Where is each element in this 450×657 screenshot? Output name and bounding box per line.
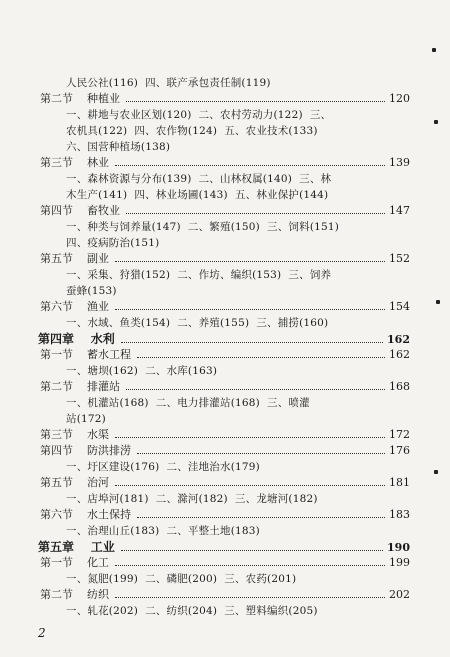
leader-dots: [115, 260, 385, 262]
toc-section[interactable]: [40, 556, 410, 570]
chapter-title: 第四章 水利: [38, 332, 115, 346]
section-title: 第六节 渔业: [40, 300, 109, 313]
toc-line: [66, 220, 410, 234]
toc-line-text: 人民公社(116) 四、联产承包责任制(119): [66, 77, 271, 89]
toc-line-text: 六、国营种植场(138): [66, 141, 171, 153]
toc-line: [66, 236, 410, 250]
section-title: 第一节 蓄水工程: [40, 348, 131, 361]
chapter-title: 第五章 工业: [38, 540, 115, 554]
toc-section[interactable]: [40, 92, 410, 106]
scan-mark: [434, 120, 438, 124]
toc-section[interactable]: [40, 588, 410, 602]
scan-mark: [434, 470, 438, 474]
page-ref: 181: [389, 476, 410, 489]
toc-line: [66, 316, 410, 330]
toc-line: [66, 396, 410, 410]
toc-line: [66, 492, 410, 506]
toc-line: [66, 76, 410, 90]
page-ref: 168: [389, 380, 410, 393]
leader-dots: [115, 164, 385, 166]
toc-section[interactable]: [40, 300, 410, 314]
toc-line-text: 一、机灌站(168) 二、电力排灌站(168) 三、喷灌: [66, 397, 310, 409]
toc-line: [66, 284, 410, 298]
toc-line-text: 蚕蜂(153): [66, 285, 117, 297]
scan-mark: [436, 300, 440, 304]
leader-dots: [115, 596, 385, 598]
toc-section[interactable]: [40, 476, 410, 490]
page-ref: 199: [389, 556, 410, 569]
leader-dots: [121, 549, 383, 551]
toc-line: [66, 572, 410, 586]
toc-chapter[interactable]: [38, 540, 410, 555]
toc-section[interactable]: [40, 252, 410, 266]
toc-line: [66, 604, 410, 618]
toc-section[interactable]: [40, 348, 410, 362]
toc-line-text: 一、种类与饲养量(147) 二、繁殖(150) 三、饲料(151): [66, 221, 340, 233]
section-title: 第五节 副业: [40, 252, 109, 265]
toc-line-text: 一、圩区建设(176) 二、洼地治水(179): [66, 461, 260, 473]
page-ref: 162: [389, 348, 410, 361]
toc-line-text: 一、耕地与农业区划(120) 二、农村劳动力(122) 三、: [66, 109, 332, 121]
leader-dots: [115, 564, 385, 566]
toc-section[interactable]: [40, 156, 410, 170]
toc-chapter[interactable]: [38, 332, 410, 347]
toc-line-text: 一、塘坝(162) 二、水库(163): [66, 365, 218, 377]
toc-line: [66, 140, 410, 154]
section-title: 第五节 治河: [40, 476, 109, 489]
toc-line-text: 一、轧花(202) 二、纺织(204) 三、塑料编织(205): [66, 605, 318, 617]
page-ref: 154: [389, 300, 410, 313]
page-ref: 152: [389, 252, 410, 265]
toc-line: [66, 268, 410, 282]
leader-dots: [126, 100, 385, 102]
toc-line: [66, 124, 410, 138]
toc-section[interactable]: [40, 508, 410, 522]
toc-line: [66, 364, 410, 378]
toc-line-text: 农机具(122) 四、农作物(124) 五、农业技术(133): [66, 125, 318, 137]
section-title: 第四节 畜牧业: [40, 204, 120, 217]
toc-line-text: 站(172): [66, 413, 106, 425]
toc-line-text: 一、水域、鱼类(154) 二、养殖(155) 三、捕捞(160): [66, 317, 329, 329]
page-ref: 120: [389, 92, 410, 105]
page-ref: 202: [389, 588, 410, 601]
section-title: 第二节 排灌站: [40, 380, 120, 393]
section-title: 第四节 防洪排涝: [40, 444, 131, 457]
leader-dots: [115, 436, 385, 438]
page-ref: 147: [389, 204, 410, 217]
leader-dots: [126, 388, 385, 390]
toc-section[interactable]: [40, 204, 410, 218]
leader-dots: [115, 484, 385, 486]
toc-line-text: 一、店埠河(181) 二、滁河(182) 三、龙塘河(182): [66, 493, 318, 505]
section-title: 第三节 水渠: [40, 428, 109, 441]
toc-line: [66, 188, 410, 202]
toc-section[interactable]: [40, 428, 410, 442]
page-ref: 139: [389, 156, 410, 169]
page-ref: 172: [389, 428, 410, 441]
toc-line-text: 一、治理山丘(183) 二、平整土地(183): [66, 525, 260, 537]
toc-line-text: 一、采集、狩猎(152) 二、作坊、编织(153) 三、饲养: [66, 269, 332, 281]
toc-line: [66, 108, 410, 122]
leader-dots: [137, 356, 385, 358]
page-ref: 183: [389, 508, 410, 521]
page-number: 2: [38, 626, 46, 640]
toc-line-text: 四、疫病防治(151): [66, 237, 160, 249]
toc-line-text: 一、氮肥(199) 二、磷肥(200) 三、农药(201): [66, 573, 297, 585]
section-title: 第三节 林业: [40, 156, 109, 169]
toc-line: [66, 172, 410, 186]
page-ref: 162: [387, 333, 410, 346]
toc-section[interactable]: [40, 444, 410, 458]
leader-dots: [121, 341, 383, 343]
toc-line: [66, 524, 410, 538]
page-ref: 176: [389, 444, 410, 457]
section-title: 第二节 纺织: [40, 588, 109, 601]
leader-dots: [137, 452, 385, 454]
section-title: 第六节 水土保持: [40, 508, 131, 521]
section-title: 第二节 种植业: [40, 92, 120, 105]
toc-line: [66, 412, 410, 426]
toc-line-text: 木生产(141) 四、林业场圃(143) 五、林业保护(144): [66, 189, 329, 201]
toc-section[interactable]: [40, 380, 410, 394]
toc-line-text: 一、森林资源与分布(139) 二、山林权属(140) 三、林: [66, 173, 332, 185]
scan-mark: [432, 48, 436, 52]
page-ref: 190: [387, 541, 410, 554]
leader-dots: [126, 212, 385, 214]
section-title: 第一节 化工: [40, 556, 109, 569]
leader-dots: [115, 308, 385, 310]
toc-line: [66, 460, 410, 474]
leader-dots: [137, 516, 385, 518]
